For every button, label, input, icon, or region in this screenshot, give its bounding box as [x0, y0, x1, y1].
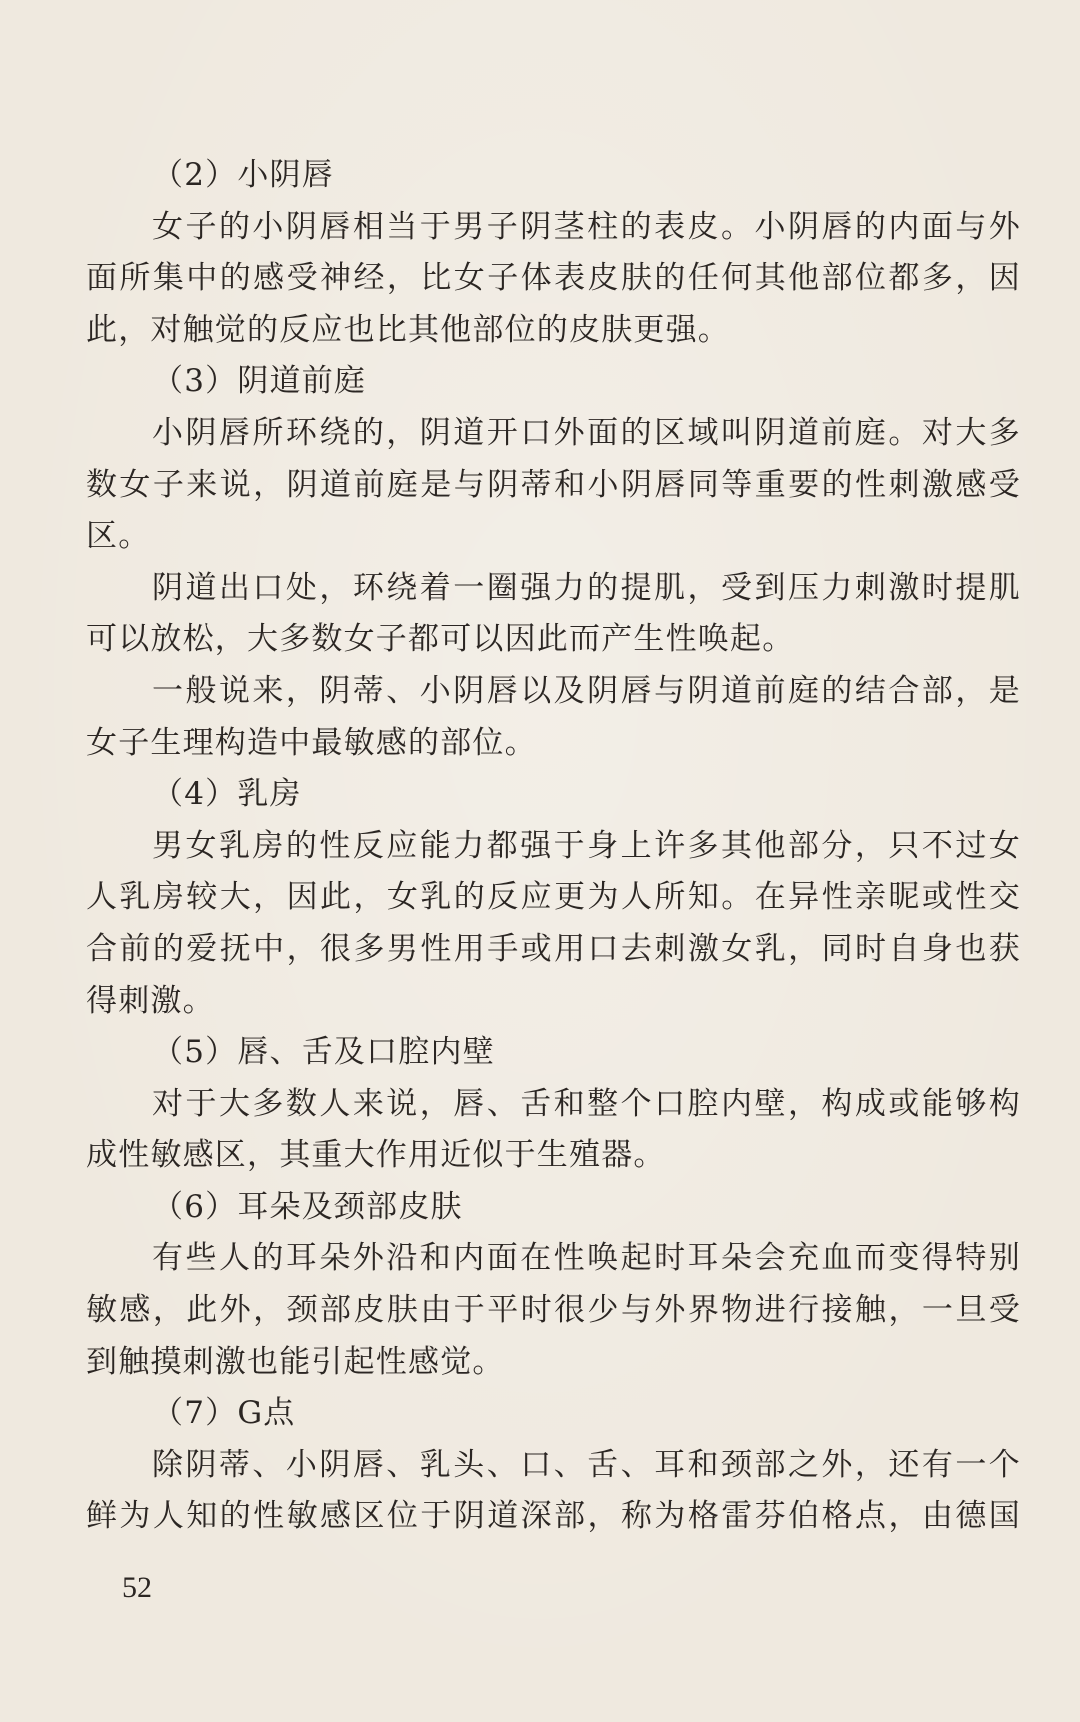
section-heading: （3）阴道前庭 [152, 363, 367, 400]
paragraph-line: 阴道出口处，环绕着一圈强力的提肌，受到压力刺激时提肌 [152, 569, 1021, 606]
section-heading: （4）乳房 [152, 776, 302, 813]
paragraph-line: 敏感，此外，颈部皮肤由于平时很少与外界物进行接触，一旦受 [86, 1292, 1021, 1329]
paragraph-line: 得刺激。 [86, 982, 215, 1019]
paragraph-line: 女子的小阴唇相当于男子阴茎柱的表皮。小阴唇的内面与外 [152, 208, 1021, 245]
paragraph-line: 女子生理构造中最敏感的部位。 [86, 724, 537, 761]
paragraph-line: 成性敏感区，其重大作用近似于生殖器。 [86, 1137, 666, 1174]
section-heading: （5）唇、舌及口腔内壁 [152, 1034, 495, 1071]
paragraph-line: 可以放松，大多数女子都可以因此而产生性唤起。 [86, 621, 795, 658]
paragraph-line: 对于大多数人来说，唇、舌和整个口腔内壁，构成或能够构 [152, 1085, 1021, 1122]
paragraph-line: 除阴蒂、小阴唇、乳头、口、舌、耳和颈部之外，还有一个 [152, 1446, 1021, 1483]
body-text [86, 150, 1021, 1543]
paragraph-line: 有些人的耳朵外沿和内面在性唤起时耳朵会充血而变得特别 [152, 1240, 1021, 1277]
paragraph-line: 此，对触觉的反应也比其他部位的皮肤更强。 [86, 311, 730, 348]
paragraph-line: 一般说来，阴蒂、小阴唇以及阴唇与阴道前庭的结合部，是 [152, 672, 1021, 709]
paragraph-line: 小阴唇所环绕的，阴道开口外面的区域叫阴道前庭。对大多 [152, 414, 1021, 451]
section-heading: （2）小阴唇 [152, 157, 334, 193]
section-heading: （6）耳朵及颈部皮肤 [152, 1188, 463, 1225]
page-number: 52 [122, 1571, 152, 1604]
paragraph-line: 鲜为人知的性敏感区位于阴道深部，称为格雷芬伯格点，由德国 [86, 1498, 1021, 1535]
section-heading: （7）G点 [152, 1395, 296, 1432]
paragraph-line: 区。 [86, 518, 151, 555]
paragraph-line: 数女子来说，阴道前庭是与阴蒂和小阴唇同等重要的性刺激感受 [86, 466, 1021, 503]
paragraph-line: 到触摸刺激也能引起性感觉。 [86, 1343, 505, 1380]
paragraph-line: 面所集中的感受神经，比女子体表皮肤的任何其他部位都多，因 [86, 260, 1021, 297]
paragraph-line: 男女乳房的性反应能力都强于身上许多其他部分，只不过女 [152, 827, 1021, 864]
paragraph-line: 人乳房较大，因此，女乳的反应更为人所知。在异性亲昵或性交 [86, 879, 1021, 916]
paragraph-line: 合前的爱抚中，很多男性用手或用口去刺激女乳，同时自身也获 [86, 930, 1021, 967]
